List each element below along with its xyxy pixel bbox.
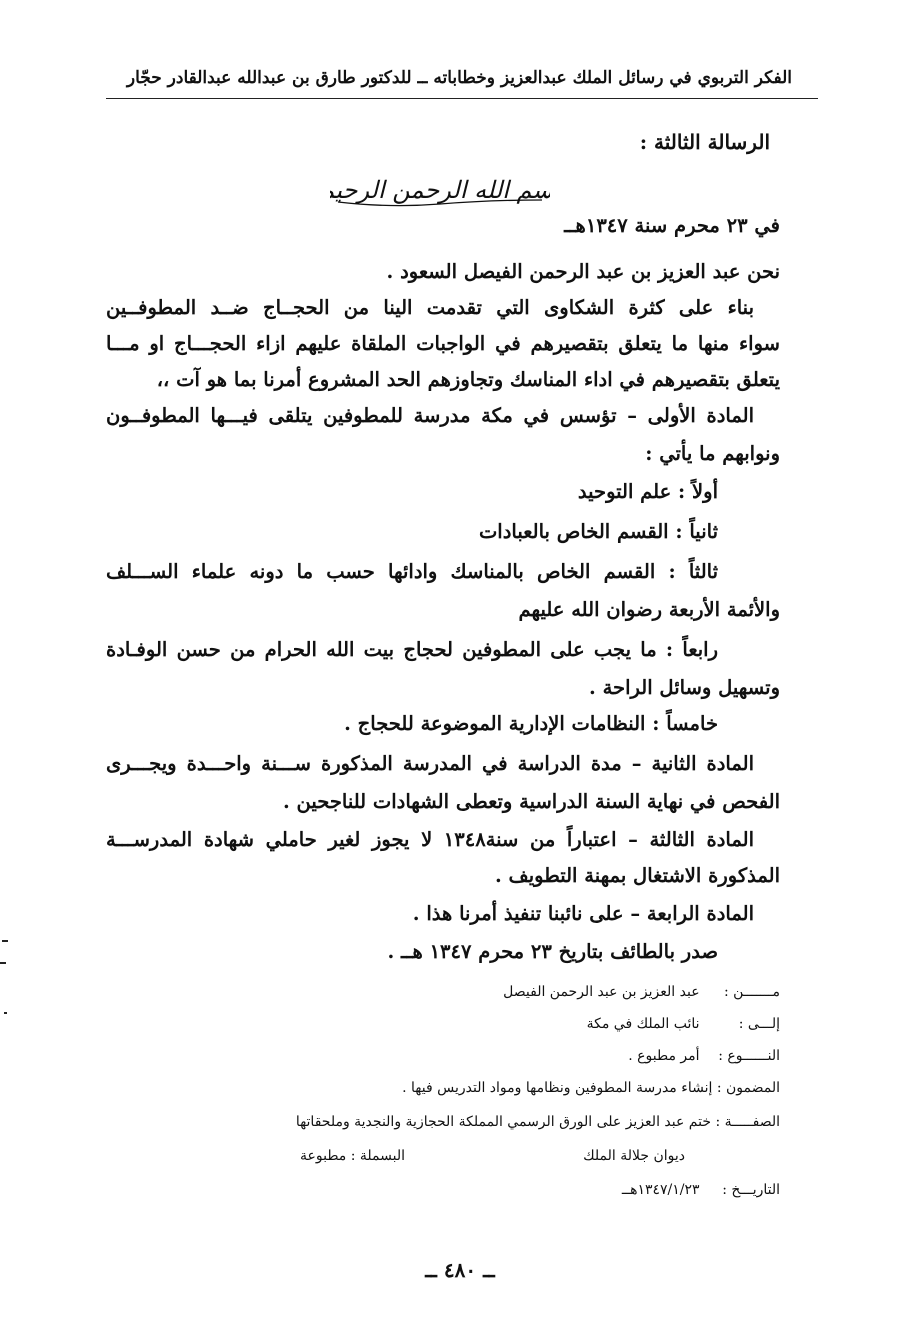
article-two: المادة الثانية – مدة الدراسة في المدرسة المذكورة ســـنة واحـــدة ويجـــرى [106, 752, 754, 775]
body-line: بناء على كثرة الشكاوى التي تقدمت الينا من الحجــاج ضــد المطوفــين [106, 296, 754, 319]
meta-date [150, 1180, 780, 1200]
margin-mark [0, 962, 6, 964]
body-line: يتعلق بتقصيرهم في اداء المناسك وتجاوزهم الحد المشروع أمرنا بما هو آت ،، [156, 368, 780, 391]
article-four: المادة الرابعة – على نائبنا تنفيذ أمرنا هذا . [412, 902, 754, 925]
subject-item: ثانياً : القسم الخاص بالعبادات [478, 520, 718, 543]
running-header: الفكر التربوي في رسائل الملك عبدالعزيز وخطاباته ــ للدكتور طارق بن عبدالله عبدالقادر حجّار [126, 68, 792, 88]
meta-content [150, 1078, 780, 1098]
meta-basmala-note: البسملة : مطبوعة [300, 1148, 406, 1164]
meta-from-value: عبد العزيز بن عبد الرحمن الفيصل [503, 984, 700, 1000]
basmala-calligraphy-image [330, 166, 550, 210]
subject-item: رابعاً : ما يجب على المطوفين لحجاج بيت الله الحرام من حسن الوفـادة [106, 638, 718, 661]
body-line: سواء منها ما يتعلق بتقصيرهم في الواجبات الملقاة عليهم ازاء الحجـــاج او مـــا [106, 332, 780, 355]
body-line: والأئمة الأربعة رضوان الله عليهم [518, 598, 780, 621]
meta-content-label: المضمون : [716, 1080, 780, 1096]
subject-item: ثالثاً : القسم الخاص بالمناسك وادائها حسب ما دونه علماء الســـلف [106, 560, 718, 583]
meta-description [150, 1112, 780, 1132]
body-line: ونوابهم ما يأتي : [645, 442, 780, 465]
letter-sender: نحن عبد العزيز بن عبد الرحمن الفيصل السعود . [386, 260, 780, 283]
meta-to-label: إلـــى : [738, 1016, 780, 1032]
header-rule [106, 98, 818, 99]
meta-diwan: ديوان جلالة الملك [583, 1148, 685, 1164]
margin-mark [4, 1012, 7, 1014]
article-three: المادة الثالثة – اعتباراً من سنة١٣٤٨ لا يجوز لغير حاملي شهادة المدرســـة [106, 828, 754, 851]
letter-date: في ٢٣ محرم سنة ١٣٤٧هــ [564, 214, 780, 237]
subject-item: أولاً : علم التوحيد [577, 480, 718, 503]
meta-description-value: ختم عبد العزيز على الورق الرسمي المملكة الحجازية والنجدية وملحقاتها [295, 1114, 711, 1130]
article-one: المادة الأولى – تؤسس في مكة مدرسة للمطوفين يتلقى فيـــها المطوفــون [106, 404, 754, 427]
body-line: وتسهيل وسائل الراحة . [589, 676, 780, 699]
basmala-calligraphy [330, 166, 550, 210]
body-line: المذكورة الاشتغال بمهنة التطويف . [494, 864, 780, 887]
meta-to-value: نائب الملك في مكة [586, 1016, 700, 1032]
subject-item: خامساً : النظامات الإدارية الموضوعة للحجاج . [344, 712, 718, 735]
basmala-text: بسم الله الرحمن الرحيم [330, 176, 550, 204]
meta-date-label: التاريـــخ : [722, 1182, 780, 1198]
meta-from-label: مـــــــن : [723, 984, 780, 1000]
page-number: ــ ٤٨٠ ــ [425, 1258, 495, 1282]
meta-description-label: الصفـــــة : [715, 1114, 780, 1130]
body-line: الفحص في نهاية السنة الدراسية وتعطى الشهادات للناجحين . [282, 790, 780, 813]
meta-type-label: النــــــوع : [718, 1048, 780, 1064]
meta-to [150, 1014, 780, 1034]
meta-type-value: أمر مطبوع . [628, 1048, 700, 1064]
meta-content-value: إنشاء مدرسة المطوفين ونظامها ومواد التدريس فيها . [402, 1080, 713, 1096]
issued-line: صدر بالطائف بتاريخ ٢٣ محرم ١٣٤٧ هــ . [387, 940, 718, 963]
letter-title: الرسالة الثالثة : [639, 130, 770, 154]
meta-type [150, 1046, 780, 1066]
meta-date-value: ١٣٤٧/١/٢٣هــ [621, 1182, 700, 1198]
meta-from [150, 982, 780, 1002]
margin-mark [2, 940, 8, 942]
meta-description-continued [300, 1146, 685, 1166]
